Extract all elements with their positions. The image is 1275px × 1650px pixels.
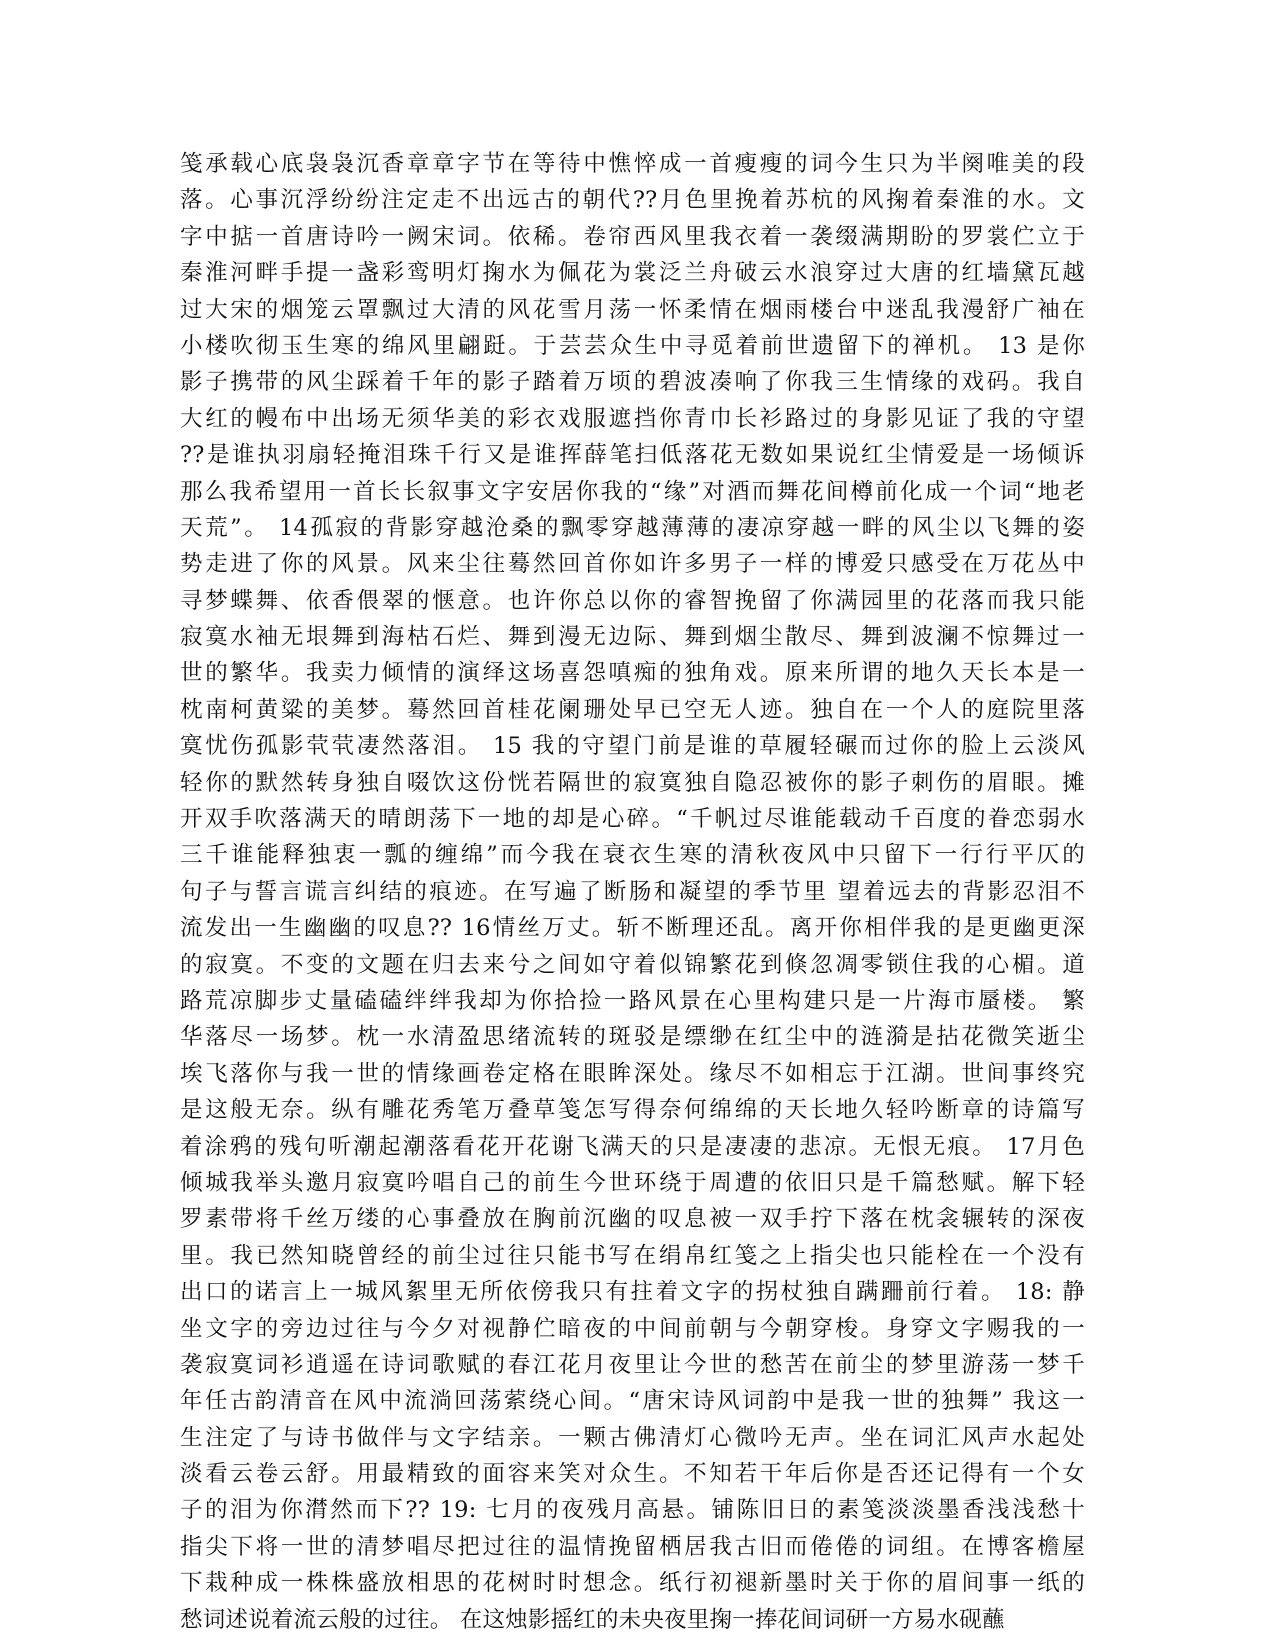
text-line: ??是谁执羽扇轻掩泪珠千行又是谁挥薛笔扫低落花无数如果说红尘情爱是一场倾诉 (180, 442, 1085, 469)
text-line: 句子与誓言谎言纠结的痕迹。在写遍了断肠和凝望的季节里 望着远去的背影忍泪不 (180, 878, 1085, 905)
text-line: 着涂鸦的残句听潮起潮落看花开花谢飞满天的只是凄凄的悲凉。无恨无痕。 17月色 (180, 1133, 1085, 1160)
text-line: 袭寂寞词衫逍遥在诗词歌赋的春江花月夜里让今世的愁苦在前尘的梦里游荡一梦千 (180, 1351, 1085, 1378)
text-line: 影子携带的风尘踩着千年的影子踏着万顷的碧波凑响了你我三生情缘的戏码。我自 (180, 369, 1085, 396)
text-line: 枕南柯黄粱的美梦。蓦然回首桂花阑珊处早已空无人迹。独自在一个人的庭院里落 (180, 696, 1085, 723)
text-line: 寻梦蝶舞、依香偎翠的惬意。也许你总以你的睿智挽留了你满园里的花落而我只能 (180, 587, 1085, 614)
text-line: 秦淮河畔手提一盏彩鸾明灯掬水为佩花为裳泛兰舟破云水浪穿过大唐的红墙黛瓦越 (180, 260, 1085, 287)
text-line: 笺承载心底袅袅沉香章章字节在等待中憔悴成一首瘦瘦的词今生只为半阕唯美的段 (180, 151, 1085, 177)
text-line: 愁词述说着流云般的过往。 在这烛影摇红的未央夜里掬一捧花间词研一方易水砚蘸 (180, 1606, 1005, 1633)
text-line: 寂寞水袖无垠舞到海枯石烂、舞到漫无边际、舞到烟尘散尽、舞到波澜不惊舞过一 (180, 624, 1085, 651)
text-line: 子的泪为你潸然而下?? 19: 七月的夜残月高悬。铺陈旧日的素笺淡淡墨香浅浅愁十 (180, 1497, 1085, 1524)
text-line: 寞忧伤孤影茕茕凄然落泪。 15 我的守望门前是谁的草履轻碾而过你的脸上云淡风 (180, 733, 1085, 760)
text-line: 过大宋的烟笼云罩飘过大清的风花雪月荡一怀柔情在烟雨楼台中迷乱我漫舒广袖在 (180, 296, 1085, 323)
text-line: 三千谁能释独衷一瓢的缠绵”而今我在衰衣生寒的清秋夜风中只留下一行行平仄的 (180, 842, 1085, 869)
text-line: 埃飞落你与我一世的情缘画卷定格在眼眸深处。缘尽不如相忘于江湖。世间事终究 (180, 1060, 1085, 1087)
text-line: 天荒”。 14孤寂的背影穿越沧桑的飘零穿越薄薄的凄凉穿越一畔的风尘以飞舞的姿 (180, 514, 1085, 541)
text-line: 大红的幔布中出场无须华美的彩衣戏服遮挡你青巾长衫路过的身影见证了我的守望 (180, 405, 1085, 432)
body-text (180, 146, 1085, 1638)
text-line: 路荒凉脚步丈量磕磕绊绊我却为你拾捡一路风景在心里构建只是一片海市蜃楼。 繁 (180, 987, 1085, 1014)
text-line: 流发出一生幽幽的叹息?? 16情丝万丈。斩不断理还乱。离开你相伴我的是更幽更深 (180, 915, 1085, 942)
text-line: 罗素带将千丝万缕的心事叠放在胸前沉幽的叹息被一双手拧下落在枕衾辗转的深夜 (180, 1206, 1085, 1233)
text-line: 年任古韵清音在风中流淌回荡萦绕心间。“唐宋诗风词韵中是我一世的独舞” 我这一 (180, 1388, 1085, 1415)
text-line: 下栽种成一株株盛放相思的花树时时想念。纸行初褪新墨时关于你的眉间事一纸的 (180, 1570, 1085, 1597)
text-line: 落。心事沉浮纷纷注定走不出远古的朝代??月色里挽着苏杭的风掬着秦淮的水。文 (180, 187, 1085, 214)
text-line: 坐文字的旁边过往与今夕对视静伫暗夜的中间前朝与今朝穿梭。身穿文字赐我的一 (180, 1315, 1085, 1342)
text-line: 世的繁华。我卖力倾情的演绎这场喜怨嗔痴的独角戏。原来所谓的地久天长本是一 (180, 660, 1085, 687)
text-line: 华落尽一场梦。枕一水清盈思绪流转的斑驳是缥缈在红尘中的涟漪是拈花微笑逝尘 (180, 1024, 1085, 1051)
text-line: 是这般无奈。纵有雕花秀笔万叠草笺怎写得奈何绵绵的天长地久轻吟断章的诗篇写 (180, 1097, 1085, 1124)
text-line: 生注定了与诗书做伴与文字结亲。一颗古佛清灯心微吟无声。坐在词汇风声水起处 (180, 1424, 1085, 1451)
text-line: 的寂寞。不变的文题在归去来兮之间如守着似锦繁花到倏忽凋零锁住我的心楣。道 (180, 951, 1085, 978)
text-line: 那么我希望用一首长长叙事文字安居你我的“缘”对酒而舞花间樽前化成一个词“地老 (180, 478, 1085, 505)
text-line: 势走进了你的风景。风来尘往蓦然回首你如许多男子一样的博爱只感受在万花丛中 (180, 551, 1085, 578)
text-line: 里。我已然知晓曾经的前尘过往只能书写在绢帛红笺之上指尖也只能栓在一个没有 (180, 1242, 1085, 1269)
text-line: 字中掂一首唐诗吟一阙宋词。依稀。卷帘西风里我衣着一袭缀满期盼的罗裳伫立于 (180, 223, 1085, 250)
text-line: 轻你的默然转身独自啜饮这份恍若隔世的寂寞独自隐忍被你的影子刺伤的眉眼。摊 (180, 769, 1085, 796)
text-line: 淡看云卷云舒。用最精致的面容来笑对众生。不知若干年后你是否还记得有一个女 (180, 1461, 1085, 1488)
text-line: 指尖下将一世的清梦唱尽把过往的温情挽留栖居我古旧而倦倦的词组。在博客檐屋 (180, 1533, 1085, 1560)
text-line: 小楼吹彻玉生寒的绵风里翩跹。于芸芸众生中寻觅着前世遗留下的禅机。 13 是你 (180, 332, 1085, 359)
text-line: 开双手吹落满天的晴朗荡下一地的却是心碎。“千帆过尽谁能载动千百度的眷恋弱水 (180, 806, 1085, 833)
text-line: 倾城我举头邀月寂寞吟唱自己的前生今世环绕于周遭的依旧只是千篇愁赋。解下轻 (180, 1169, 1085, 1196)
text-line: 出口的诺言上一城风絮里无所依傍我只有拄着文字的拐杖独自蹒跚前行着。 18: 静 (180, 1279, 1085, 1306)
